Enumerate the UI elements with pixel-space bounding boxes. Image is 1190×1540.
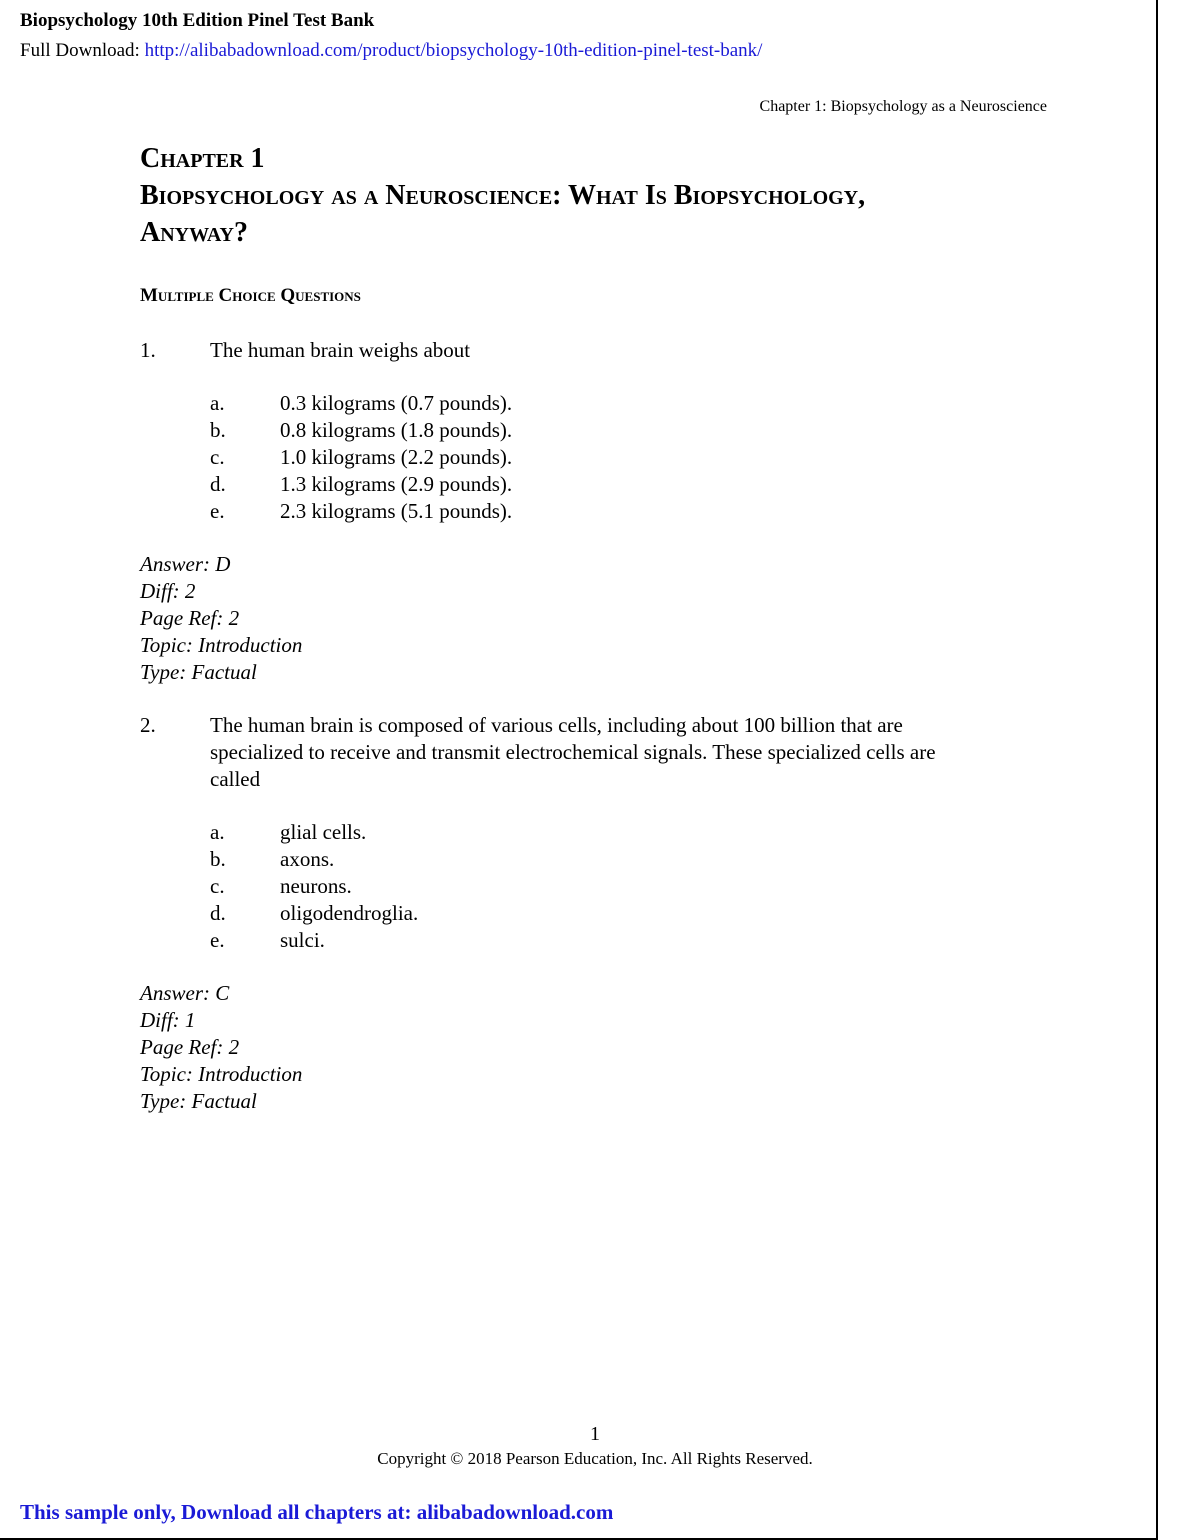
option-text: oligodendroglia. <box>280 901 419 925</box>
option-text: 2.3 kilograms (5.1 pounds). <box>280 499 513 523</box>
question-stem: The human brain weighs about <box>210 338 471 362</box>
question-type: Type: Factual <box>140 1089 257 1113</box>
option-letter: e. <box>210 928 225 952</box>
option-text: 1.3 kilograms (2.9 pounds). <box>280 472 513 496</box>
stem-line: called <box>210 767 261 791</box>
option-text: axons. <box>280 847 335 871</box>
topic: Topic: Introduction <box>140 1062 303 1086</box>
page-number: 1 <box>590 1423 600 1445</box>
option-text: 0.3 kilograms (0.7 pounds). <box>280 391 513 415</box>
option-item <box>140 900 1040 927</box>
option-item <box>140 390 1040 417</box>
chapter-title-line-1: Biopsychology as a Neuroscience: What Is Biopsychology, <box>140 180 866 211</box>
answer: Answer: C <box>140 981 230 1005</box>
option-item <box>140 873 1040 900</box>
question-number: 1. <box>140 338 156 362</box>
stem-line: specialized to receive and transmit electrochemical signals. These specialized cells are <box>210 740 936 764</box>
question-type: Type: Factual <box>140 660 257 684</box>
page-ref: Page Ref: 2 <box>140 606 240 630</box>
option-letter: a. <box>210 820 225 844</box>
question-number: 2. <box>140 713 156 737</box>
running-head: Chapter 1: Biopsychology as a Neuroscience <box>759 98 1047 115</box>
stem-line: The human brain is composed of various cells, including about 100 billion that are <box>210 713 903 737</box>
option-list <box>140 819 1040 954</box>
option-item <box>140 444 1040 471</box>
page-ref: Page Ref: 2 <box>140 1035 240 1059</box>
option-list <box>140 390 1040 525</box>
option-item <box>140 819 1040 846</box>
question-1 <box>140 337 1040 686</box>
option-letter: d. <box>210 472 226 496</box>
option-item <box>140 417 1040 444</box>
difficulty: Diff: 1 <box>140 1008 196 1032</box>
option-text: 0.8 kilograms (1.8 pounds). <box>280 418 513 442</box>
option-letter: a. <box>210 391 225 415</box>
option-item <box>140 846 1040 873</box>
option-letter: e. <box>210 499 225 523</box>
option-letter: b. <box>210 418 226 442</box>
answer-metadata <box>140 551 1040 686</box>
option-letter: c. <box>210 874 225 898</box>
option-item <box>140 498 1040 525</box>
section-title: Multiple Choice Questions <box>140 285 361 306</box>
difficulty: Diff: 2 <box>140 579 196 603</box>
copyright-notice: Copyright © 2018 Pearson Education, Inc. All Rights Reserved. <box>377 1449 813 1468</box>
option-letter: b. <box>210 847 226 871</box>
answer: Answer: D <box>140 552 231 576</box>
banner-title: Biopsychology 10th Edition Pinel Test Bank <box>20 10 375 31</box>
question-2 <box>140 712 1040 1115</box>
topic: Topic: Introduction <box>140 633 303 657</box>
chapter-title-line-2: Anyway? <box>140 217 248 248</box>
footer-download-banner[interactable]: This sample only, Download all chapters at: alibabadownload.com <box>20 1500 614 1524</box>
option-item <box>140 927 1040 954</box>
download-label: Full Download: <box>20 40 145 61</box>
chapter-number: Chapter 1 <box>140 143 265 174</box>
answer-metadata <box>140 980 1040 1115</box>
option-text: glial cells. <box>280 820 367 844</box>
option-letter: c. <box>210 445 225 469</box>
option-text: 1.0 kilograms (2.2 pounds). <box>280 445 513 469</box>
option-text: neurons. <box>280 874 352 898</box>
option-item <box>140 471 1040 498</box>
question-stem <box>210 712 1040 793</box>
option-text: sulci. <box>280 928 325 952</box>
option-letter: d. <box>210 901 226 925</box>
chapter-title <box>140 140 1060 251</box>
download-link[interactable]: http://alibabadownload.com/product/biopsychology-10th-edition-pinel-test-bank/ <box>144 40 763 61</box>
banner-download-line <box>20 40 762 62</box>
